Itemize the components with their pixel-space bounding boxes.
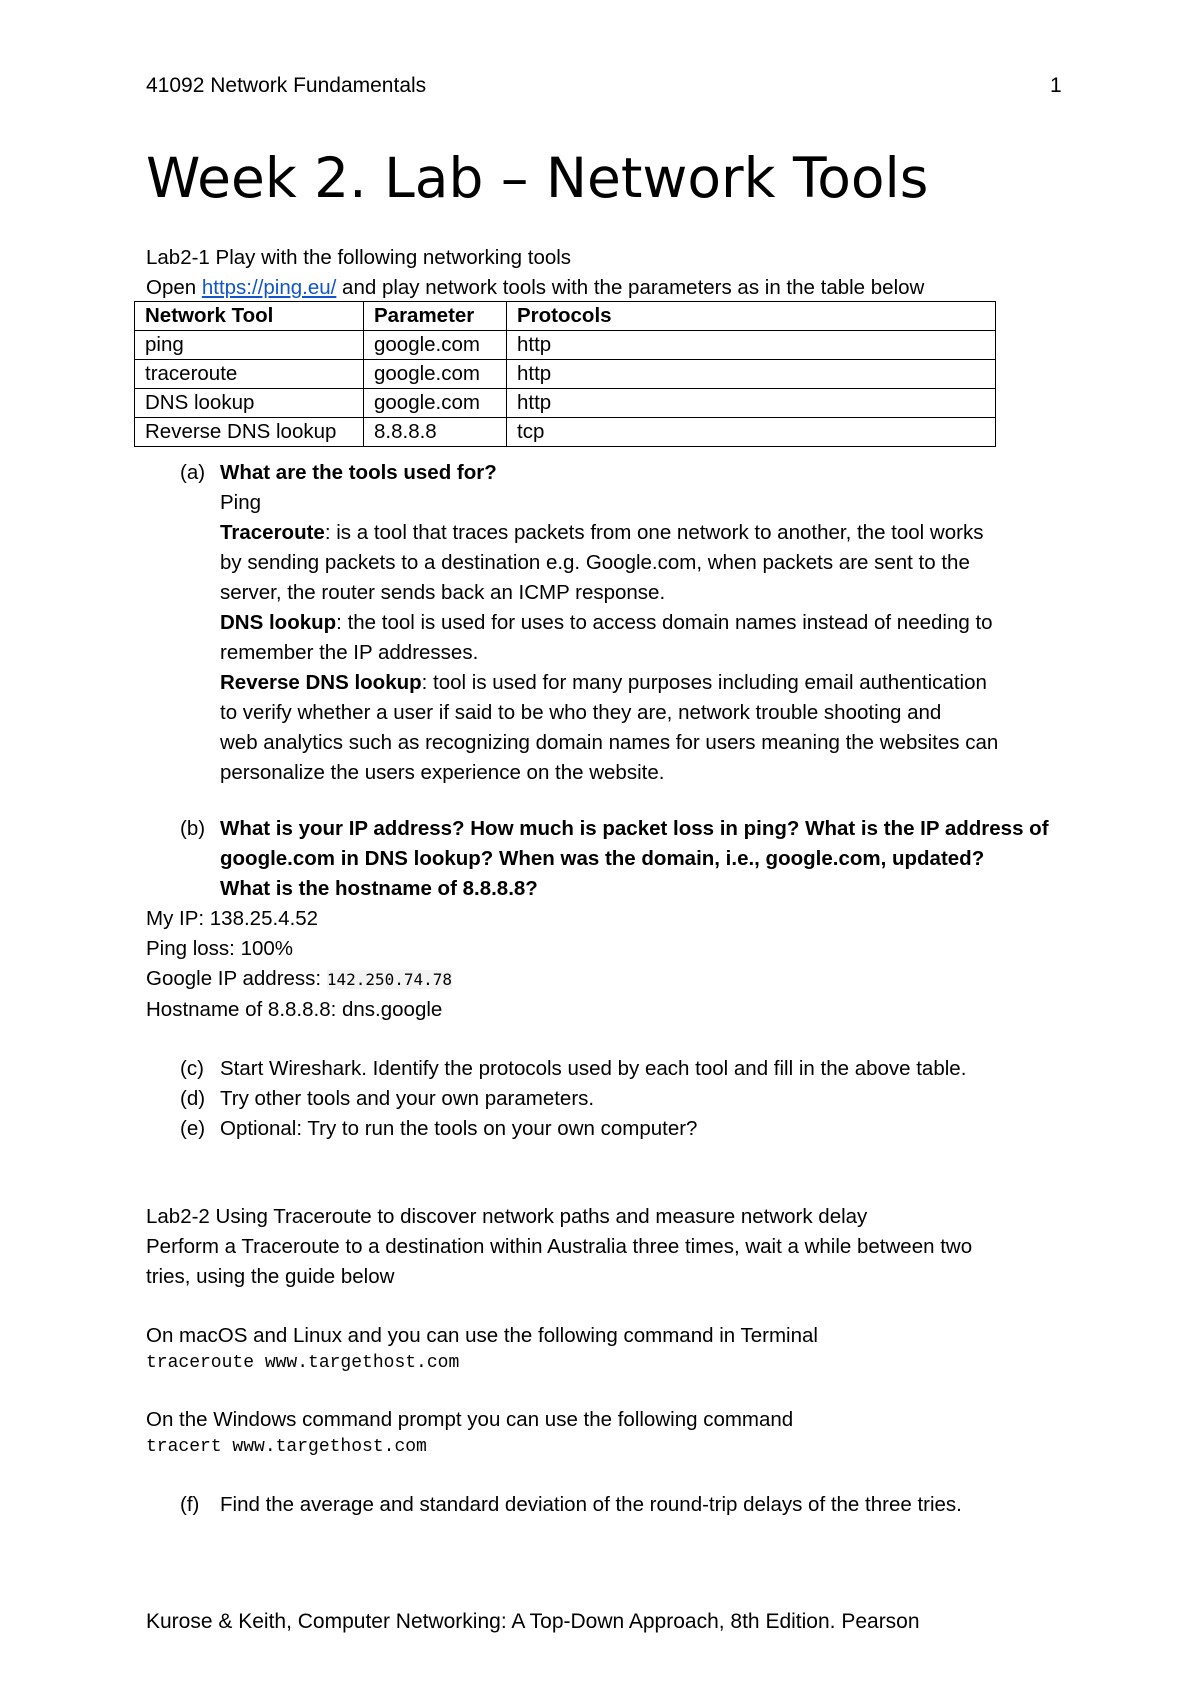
table-header-cell: Parameter — [364, 302, 507, 331]
question-label: (b) — [180, 817, 206, 840]
answer-text: : tool is used for many purposes including email authentication — [421, 671, 987, 694]
table-row — [135, 360, 996, 389]
table-cell: traceroute — [135, 360, 364, 389]
my-ip: My IP: 138.25.4.52 — [146, 907, 319, 930]
google-ip-line — [146, 964, 1086, 995]
lab2-intro — [146, 1202, 1086, 1292]
table-cell: http — [507, 360, 996, 389]
question-text: Try other tools and your own parameters. — [220, 1087, 595, 1110]
table-cell: ping — [135, 331, 364, 360]
ping-loss: Ping loss: 100% — [146, 937, 294, 960]
answer-text: : is a tool that traces packets from one network to another, the tool works — [324, 521, 984, 544]
answer-term: Reverse DNS lookup — [220, 671, 422, 694]
ping-eu-link[interactable]: https://ping.eu/ — [201, 276, 337, 299]
table-row — [135, 389, 996, 418]
question-text-line — [180, 874, 1080, 904]
answer-text: : the tool is used for uses to access domain names instead of needing to — [336, 611, 993, 634]
question-label: (a) — [180, 461, 206, 484]
question-f-block — [180, 1490, 1080, 1520]
table-cell: DNS lookup — [135, 389, 364, 418]
table-cell: http — [507, 389, 996, 418]
hostname: Hostname of 8.8.8.8: dns.google — [146, 998, 443, 1021]
lab1-intro — [146, 243, 1066, 303]
answer-text: by sending packets to a destination e.g. Google.com, when packets are sent to the — [220, 551, 970, 574]
question-text: Find the average and standard deviation of the round-trip delays of the three tries. — [220, 1493, 962, 1516]
answer-text: to verify whether a user if said to be who they are, network trouble shooting and — [220, 701, 942, 724]
question-label: (f) — [180, 1493, 200, 1516]
open-prefix: Open — [146, 276, 197, 299]
question-label: (d) — [180, 1087, 206, 1110]
question-b — [180, 814, 1080, 844]
answer-ping: Ping — [220, 491, 262, 514]
question-a — [180, 458, 1080, 488]
answer-traceroute — [180, 518, 1080, 548]
question-text: Start Wireshark. Identify the protocols used by each tool and fill in the above table. — [220, 1057, 967, 1080]
mac-instructions — [146, 1321, 1086, 1375]
answer-term: DNS lookup — [220, 611, 337, 634]
windows-text: On the Windows command prompt you can use the following command — [146, 1408, 794, 1431]
lab2-intro-line: Perform a Traceroute to a destination within Australia three times, wait a while between two — [146, 1235, 973, 1258]
question-a-block — [180, 458, 1080, 788]
answer-dns — [180, 608, 1080, 638]
table-row — [135, 331, 996, 360]
table-cell: google.com — [364, 389, 507, 418]
table-cell: tcp — [507, 418, 996, 447]
mac-command: traceroute www.targethost.com — [146, 1353, 460, 1373]
table-cell: google.com — [364, 331, 507, 360]
page-footer: Kurose & Keith, Computer Networking: A Top-Down Approach, 8th Edition. Pearson — [146, 1610, 920, 1633]
answer-text: personalize the users experience on the website. — [220, 761, 665, 784]
windows-instructions — [146, 1405, 1086, 1459]
answer-text: remember the IP addresses. — [220, 641, 479, 664]
answer-rdns — [180, 668, 1080, 698]
question-text: What is your IP address? How much is packet loss in ping? What is the IP address of — [220, 817, 1049, 840]
question-d — [180, 1084, 1080, 1114]
open-suffix: and play network tools with the parameters as in the table below — [336, 276, 925, 299]
table-row — [135, 418, 996, 447]
answer-term: Traceroute — [220, 521, 325, 544]
table-cell: Reverse DNS lookup — [135, 418, 364, 447]
question-text: Optional: Try to run the tools on your own computer? — [220, 1117, 698, 1140]
mac-text: On macOS and Linux and you can use the following command in Terminal — [146, 1324, 818, 1347]
table-cell: google.com — [364, 360, 507, 389]
question-text: What are the tools used for? — [220, 461, 497, 484]
lab1-open-line — [146, 273, 1066, 303]
lab1-heading: Lab2-1 Play with the following networking tools — [146, 246, 572, 269]
question-text: google.com in DNS lookup? When was the domain, i.e., google.com, updated? — [220, 847, 985, 870]
windows-command: tracert www.targethost.com — [146, 1437, 427, 1457]
table-cell: 8.8.8.8 — [364, 418, 507, 447]
question-label: (c) — [180, 1057, 204, 1080]
table-header-row — [135, 302, 996, 331]
question-c — [180, 1054, 1080, 1084]
page-number: 1 — [1050, 74, 1062, 97]
page-title: Week 2. Lab – Network Tools — [146, 146, 929, 210]
question-e — [180, 1114, 1080, 1144]
answers-b — [146, 904, 1086, 1025]
table-header-cell: Protocols — [507, 302, 996, 331]
table-cell: http — [507, 331, 996, 360]
question-label: (e) — [180, 1117, 206, 1140]
header-course: 41092 Network Fundamentals — [146, 74, 427, 97]
google-ip-value: 142.250.74.78 — [326, 970, 453, 989]
lab2-intro-line: tries, using the guide below — [146, 1265, 395, 1288]
questions-c-e — [180, 1054, 1080, 1144]
question-f — [180, 1490, 1080, 1520]
answer-text: server, the router sends back an ICMP response. — [220, 581, 666, 604]
question-text-line — [180, 844, 1080, 874]
tools-table — [134, 301, 996, 447]
lab2-heading: Lab2-2 Using Traceroute to discover network paths and measure network delay — [146, 1205, 868, 1228]
question-text: What is the hostname of 8.8.8.8? — [220, 877, 538, 900]
table-header-cell: Network Tool — [135, 302, 364, 331]
answer-text: web analytics such as recognizing domain names for users meaning the websites can — [220, 731, 999, 754]
google-ip-label: Google IP address: — [146, 967, 327, 990]
question-b-block — [180, 814, 1080, 904]
